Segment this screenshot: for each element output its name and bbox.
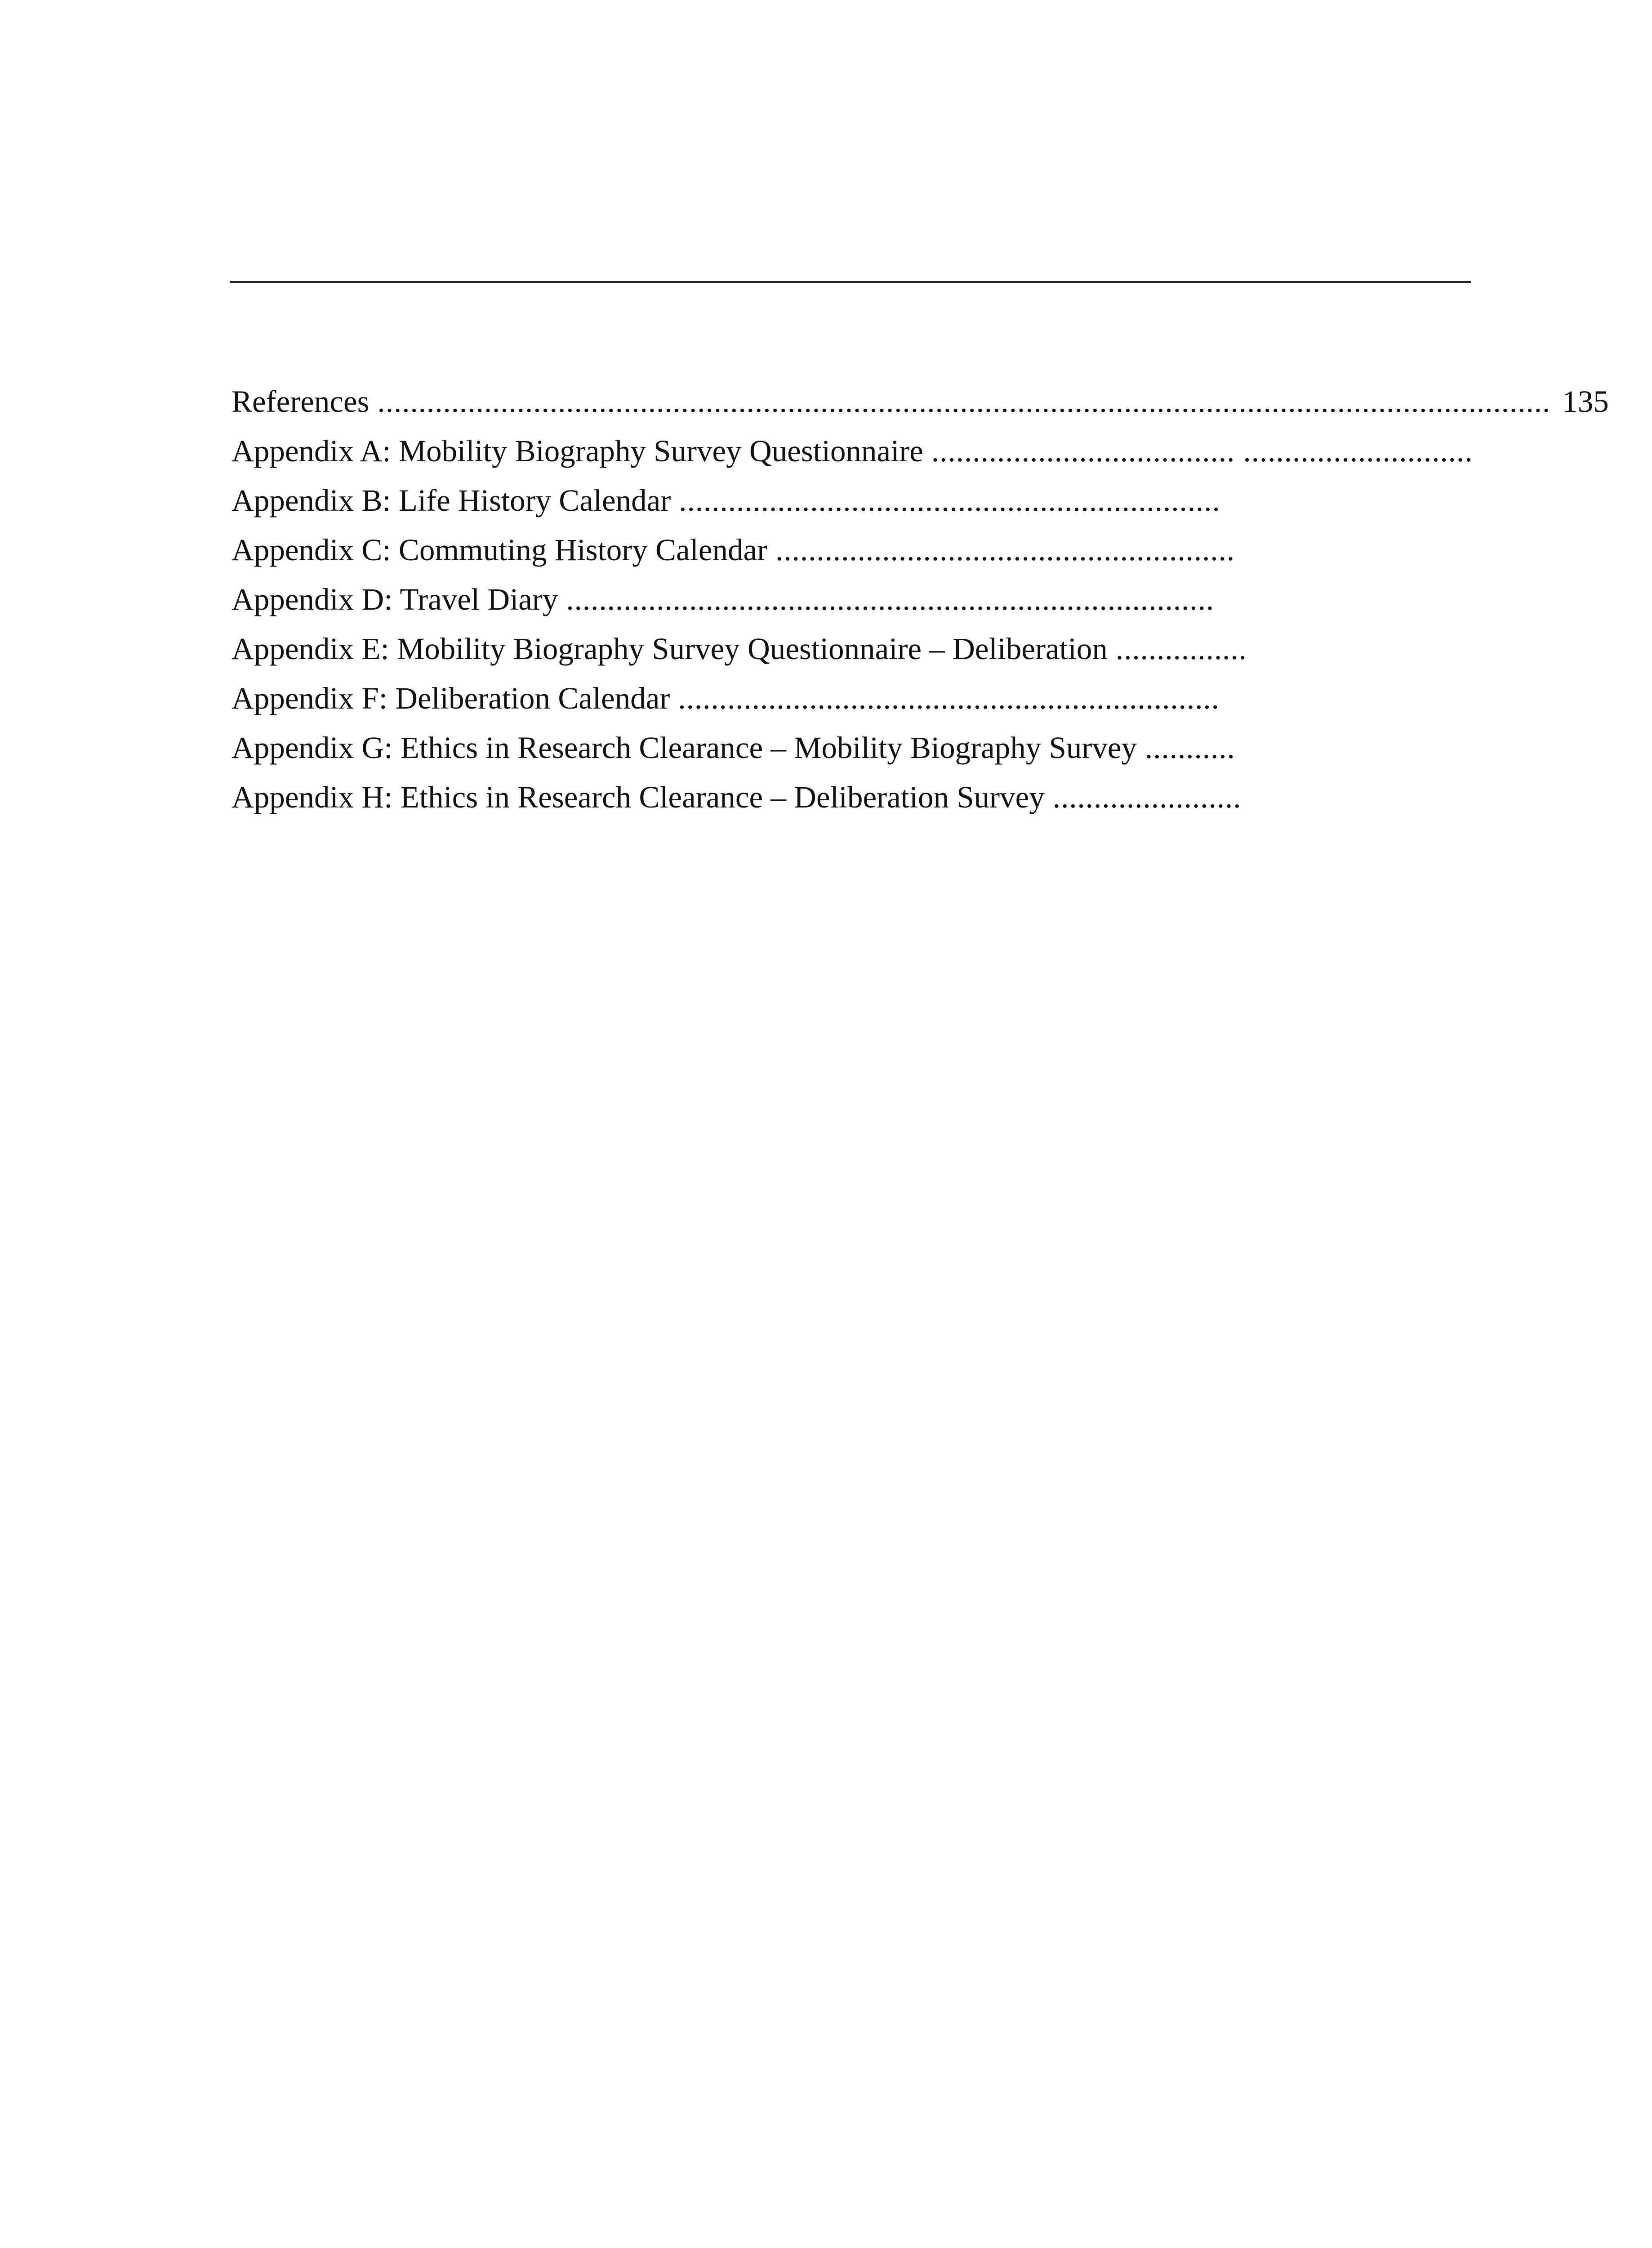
header-rule	[230, 281, 1471, 283]
toc-entry-leader: ..................................................................	[679, 483, 1220, 517]
toc-entry-title: Appendix H: Ethics in Research Clearance – Deliberation Survey	[232, 780, 1045, 814]
toc-entry-page-number: 135	[1562, 384, 1609, 419]
toc-entry-leader: .......................	[1052, 780, 1242, 814]
toc-entry-appendix-h	[232, 772, 1609, 822]
toc-entry-title: Appendix G: Ethics in Research Clearance – Mobility Biography Survey	[232, 731, 1137, 765]
toc-entry-title: References	[232, 384, 370, 419]
toc-entry-leader: ..................................................................	[678, 681, 1220, 715]
toc-entry-leader: ...............................................................................	[566, 582, 1215, 616]
toc-entry-leader: ...............................................................................................................................................	[377, 384, 1551, 419]
toc-entry-appendix-d	[232, 575, 1609, 624]
toc-entry-title: Appendix C: Commuting History Calendar	[232, 533, 768, 567]
toc-entry-appendix-c	[232, 525, 1609, 575]
toc-entry-title: Appendix A: Mobility Biography Survey Questionnaire	[232, 434, 923, 468]
toc-entry-title: Appendix F: Deliberation Calendar	[232, 681, 670, 715]
toc-entry-leader: ...........	[1144, 731, 1235, 765]
toc-entry-appendix-a	[232, 426, 1609, 476]
toc-entry-title: Appendix E: Mobility Biography Survey Questionnaire – Deliberation	[232, 632, 1108, 666]
toc-entry-title: Appendix B: Life History Calendar	[232, 483, 671, 517]
toc-entry-leader: ..................................... ............................	[931, 434, 1473, 468]
toc-entry-appendix-g	[232, 723, 1609, 772]
toc-entry-appendix-e	[232, 624, 1609, 674]
table-of-contents	[232, 377, 1609, 822]
toc-entry-leader: ........................................................	[775, 533, 1235, 567]
toc-entry-title: Appendix D: Travel Diary	[232, 582, 558, 616]
toc-entry-leader: ................	[1115, 632, 1247, 666]
toc-entry-appendix-f	[232, 674, 1609, 723]
toc-entry-appendix-b	[232, 476, 1609, 525]
toc-entry-references	[232, 377, 1609, 426]
